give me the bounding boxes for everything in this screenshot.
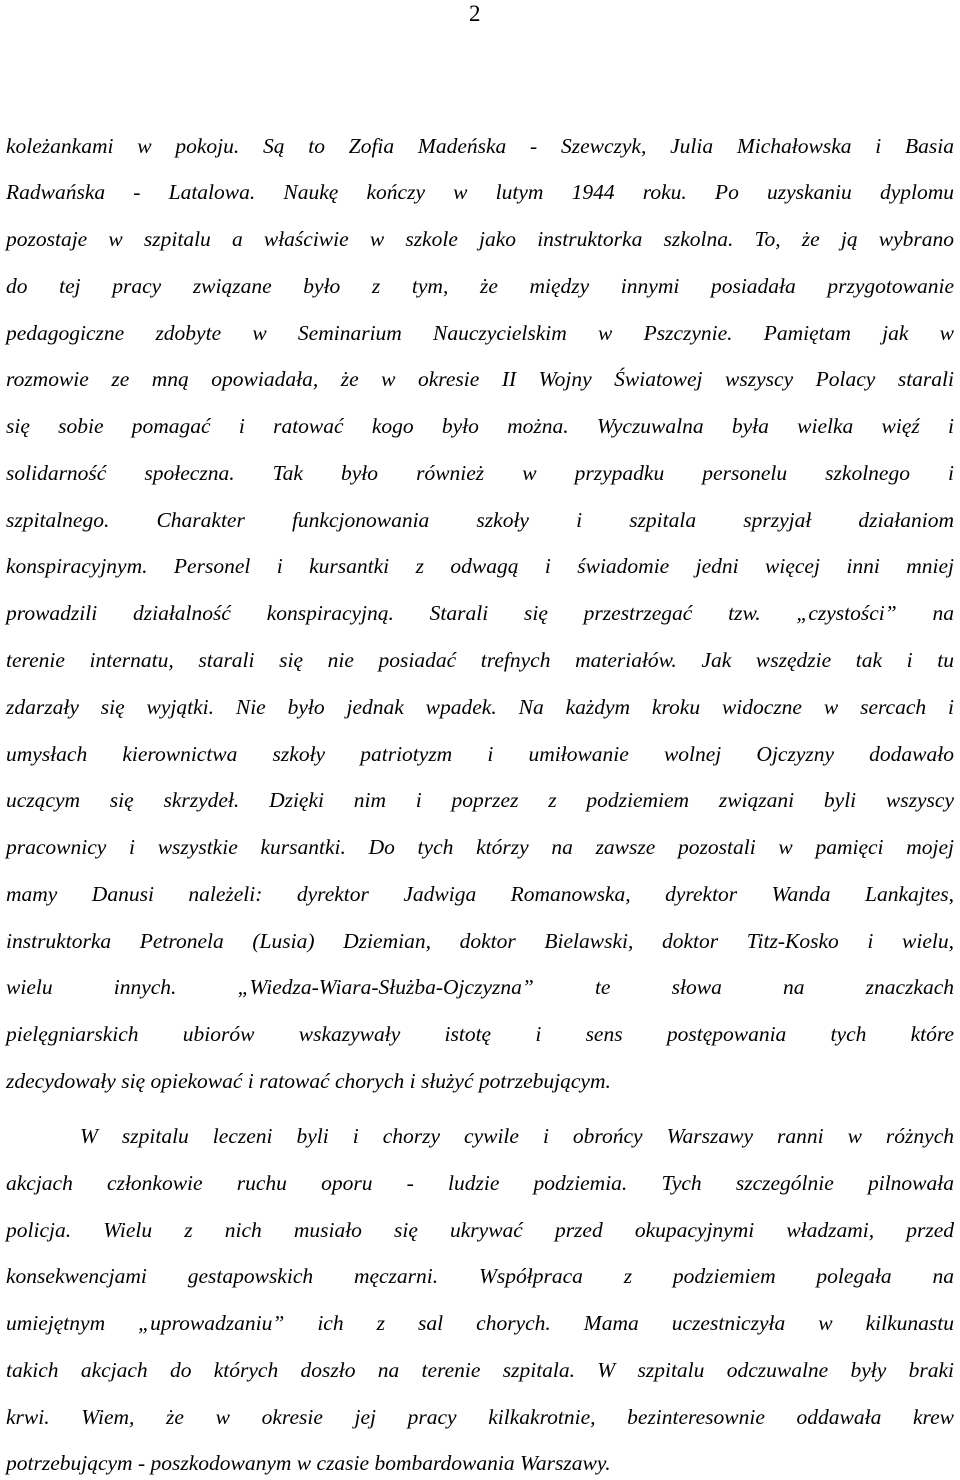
text-line: zdarzały się wyjątki. Nie było jednak wpadek. Na każdym kroku widoczne w sercach i: [6, 695, 954, 719]
text-line: prowadzili działalność konspiracyjną. Starali się przestrzegać tzw. „czystości” na: [6, 601, 954, 625]
text-line: krwi. Wiem, że w okresie jej pracy kilkakrotnie, bezinteresownie oddawała krew: [6, 1405, 954, 1429]
text-line: W szpitalu leczeni byli i chorzy cywile i obrońcy Warszawy ranni w różnych: [80, 1124, 954, 1148]
text-line: akcjach członkowie ruchu oporu - ludzie podziemia. Tych szczególnie pilnowała: [6, 1171, 954, 1195]
text-line: pozostaje w szpitalu a właściwie w szkole jako instruktorka szkolna. To, że ją wybrano: [6, 227, 954, 251]
text-line: zdecydowały się opiekować i ratować chorych i służyć potrzebującym.: [6, 1069, 611, 1093]
text-line: Radwańska - Latalowa. Naukę kończy w lutym 1944 roku. Po uzyskaniu dyplomu: [6, 180, 954, 204]
text-line: konspiracyjnym. Personel i kursantki z odwagą i świadomie jedni więcej inni mniej: [6, 554, 954, 578]
text-line: konsekwencjami gestapowskich męczarni. Współpraca z podziemiem polegała na: [6, 1264, 954, 1288]
text-line: umiejętnym „uprowadzaniu” ich z sal chorych. Mama uczestniczyła w kilkunastu: [6, 1311, 954, 1335]
text-line: pedagogiczne zdobyte w Seminarium Nauczycielskim w Pszczynie. Pamiętam jak w: [6, 321, 954, 345]
text-line: umysłach kierownictwa szkoły patriotyzm i umiłowanie wolnej Ojczyzny dodawało: [6, 742, 954, 766]
text-line: takich akcjach do których doszło na terenie szpitala. W szpitalu odczuwalne były braki: [6, 1358, 954, 1382]
text-line: solidarność społeczna. Tak było również w przypadku personelu szkolnego i: [6, 461, 954, 485]
text-line: się sobie pomagać i ratować kogo było można. Wyczuwalna była wielka więź i: [6, 414, 954, 438]
text-line: instruktorka Petronela (Lusia) Dziemian, doktor Bielawski, doktor Titz-Kosko i wielu,: [6, 929, 954, 953]
text-line: szpitalnego. Charakter funkcjonowania szkoły i szpitala sprzyjał działaniom: [6, 508, 954, 532]
text-line: potrzebującym - poszkodowanym w czasie bombardowania Warszawy.: [6, 1451, 611, 1475]
text-line: terenie internatu, starali się nie posiadać trefnych materiałów. Jak wszędzie tak i tu: [6, 648, 954, 672]
text-line: do tej pracy związane było z tym, że między innymi posiadała przygotowanie: [6, 274, 954, 298]
text-line: koleżankami w pokoju. Są to Zofia Madeńska - Szewczyk, Julia Michałowska i Basia: [6, 134, 954, 158]
text-line: rozmowie ze mną opowiadała, że w okresie II Wojny Światowej wszyscy Polacy starali: [6, 367, 954, 391]
text-line: wielu innych. „Wiedza-Wiara-Służba-Ojczyzna” te słowa na znaczkach: [6, 975, 954, 999]
text-line: pracownicy i wszystkie kursantki. Do tych którzy na zawsze pozostali w pamięci mojej: [6, 835, 954, 859]
page-number: 2: [469, 1, 481, 26]
text-line: pielęgniarskich ubiorów wskazywały istotę i sens postępowania tych które: [6, 1022, 954, 1046]
text-line: policja. Wielu z nich musiało się ukrywać przed okupacyjnymi władzami, przed: [6, 1218, 954, 1242]
text-line: uczącym się skrzydeł. Dzięki nim i poprzez z podziemiem związani byli wszyscy: [6, 788, 954, 812]
text-line: mamy Danusi należeli: dyrektor Jadwiga Romanowska, dyrektor Wanda Lankajtes,: [6, 882, 954, 906]
